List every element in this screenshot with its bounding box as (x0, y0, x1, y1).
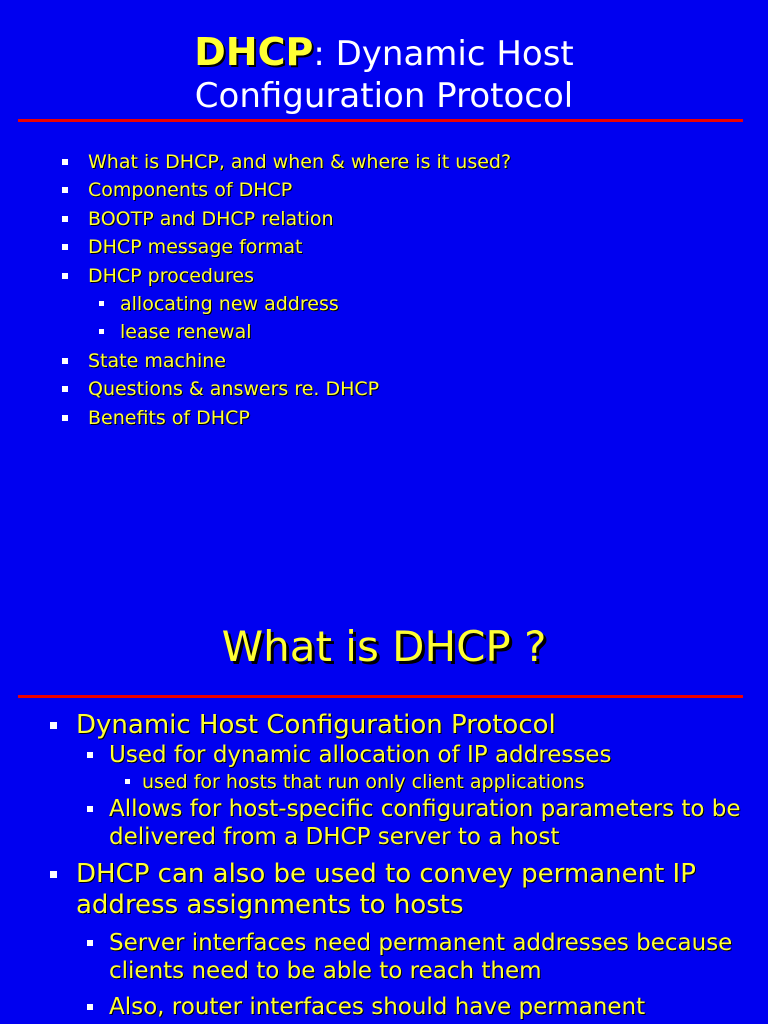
square-bullet-icon (62, 187, 68, 193)
square-bullet-icon (62, 386, 68, 392)
list-item (60, 404, 740, 432)
square-bullet-icon (50, 871, 57, 878)
list-item-text: Also, router interfaces should have permanent (109, 994, 646, 1020)
square-bullet-icon (87, 806, 93, 812)
slide-1-title (0, 30, 768, 116)
list-item (48, 710, 748, 741)
list-item (60, 262, 740, 290)
list-subitem (48, 741, 748, 769)
list-item-text: Used for dynamic allocation of IP addresses (109, 742, 612, 768)
list-item (60, 205, 740, 233)
list-item-text: used for hosts that run only client applications (142, 771, 585, 793)
title-rest: : Dynamic Host (313, 34, 574, 74)
title-acronym: DHCP (194, 30, 314, 74)
list-item (60, 148, 740, 176)
square-bullet-icon (99, 301, 104, 306)
list-subitem (48, 993, 748, 1021)
list-item-text: DHCP procedures (88, 264, 254, 287)
list-item-text: DHCP message format (88, 236, 303, 259)
square-bullet-icon (62, 415, 68, 421)
list-subitem (48, 929, 748, 985)
content-list (48, 710, 748, 1021)
square-bullet-icon (87, 940, 93, 946)
list-item-text: State machine (88, 349, 226, 372)
slide-2-title: What is DHCP ? (221, 622, 547, 671)
list-item (60, 347, 740, 375)
list-subitem (60, 290, 740, 318)
list-item-text: DHCP can also be used to convey permanent IP address assignments to hosts (76, 859, 696, 920)
square-bullet-icon (50, 722, 57, 729)
list-item-text: allocating new address (120, 293, 339, 316)
list-item (60, 375, 740, 403)
list-item-text: lease renewal (120, 321, 252, 344)
list-item (60, 233, 740, 261)
list-item-text: Components of DHCP (88, 179, 293, 202)
list-item-text: Allows for host-specific configuration parameters to be delivered from a DHCP server to a host (109, 796, 741, 850)
list-item-text: BOOTP and DHCP relation (88, 207, 334, 230)
square-bullet-icon (87, 1004, 93, 1010)
square-bullet-icon (125, 779, 130, 784)
list-item-text: Questions & answers re. DHCP (88, 378, 380, 401)
square-bullet-icon (99, 329, 104, 334)
square-bullet-icon (62, 216, 68, 222)
list-subitem (48, 795, 748, 851)
title-divider (18, 695, 743, 698)
list-item (48, 859, 748, 921)
list-item-text: Benefits of DHCP (88, 406, 250, 429)
list-item-text: Dynamic Host Configuration Protocol (76, 710, 556, 740)
list-item-text: What is DHCP, and when & where is it used? (88, 151, 512, 173)
list-subsubitem (48, 769, 748, 795)
square-bullet-icon (62, 273, 68, 279)
agenda-list (60, 148, 740, 432)
slide-2 (0, 576, 768, 1024)
square-bullet-icon (87, 752, 93, 758)
list-item (60, 176, 740, 204)
list-subitem (60, 318, 740, 346)
square-bullet-icon (62, 159, 68, 165)
square-bullet-icon (62, 244, 68, 250)
list-item-text: Server interfaces need permanent addresses because clients need to be able to reach them (109, 930, 733, 984)
title-line-2: Configuration Protocol (194, 75, 574, 116)
title-divider (18, 119, 743, 122)
square-bullet-icon (62, 358, 68, 364)
